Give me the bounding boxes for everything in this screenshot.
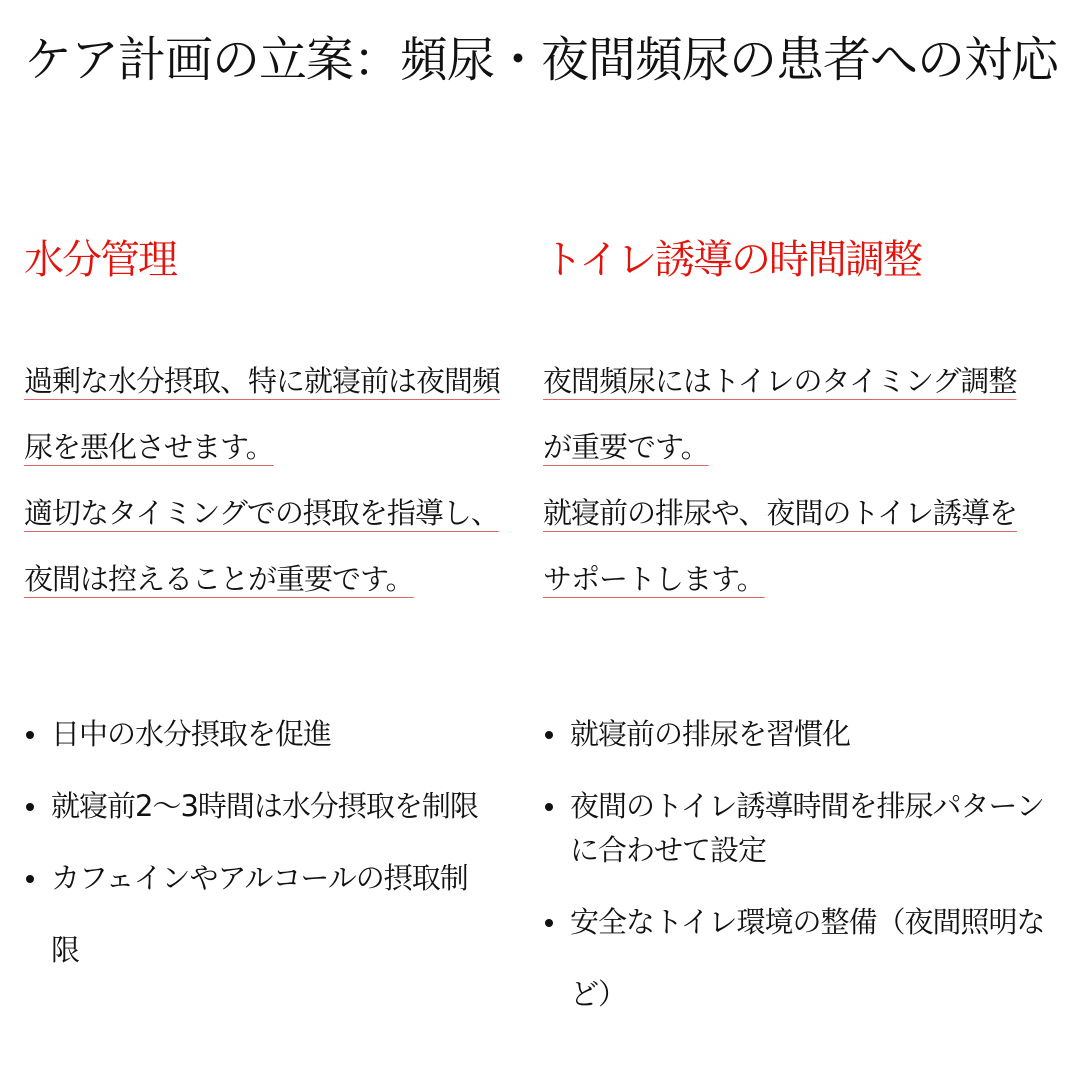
bullet-text: 就寝前の排尿を習慣化 bbox=[570, 717, 851, 751]
bullet-item bbox=[24, 842, 494, 986]
bullet-dot-icon bbox=[545, 803, 553, 811]
bullet-item bbox=[543, 886, 1048, 1030]
description-line: 過剰な水分摂取、特に就寝前は夜間頻 bbox=[24, 364, 501, 398]
description-line: 尿を悪化させます。 bbox=[24, 430, 274, 464]
description-line: 夜間は控えることが重要です。 bbox=[24, 562, 414, 596]
bullet-dot-icon bbox=[545, 919, 553, 927]
description-line: 就寝前の排尿や、夜間のトイレ誘導を bbox=[543, 496, 1017, 530]
bullet-text: カフェインやアルコールの摂取制限 bbox=[51, 861, 468, 967]
bullet-dot-icon bbox=[545, 731, 553, 739]
bullet-text: 安全なトイレ環境の整備（夜間照明など） bbox=[570, 905, 1045, 1011]
bullet-dot-icon bbox=[26, 875, 34, 883]
toilet-guidance-bullet-list bbox=[543, 698, 1048, 1030]
bullet-item bbox=[543, 770, 1048, 886]
bullet-dot-icon bbox=[26, 803, 34, 811]
bullet-item bbox=[24, 698, 494, 770]
description-line: 適切なタイミングでの摂取を指導し、 bbox=[24, 496, 499, 530]
toilet-guidance-description bbox=[543, 348, 1048, 612]
toilet-guidance-heading: トイレ誘導の時間調整 bbox=[543, 237, 921, 283]
toilet-guidance-section bbox=[543, 230, 1048, 1011]
bullet-item bbox=[543, 698, 1048, 770]
bullet-text: 夜間のトイレ誘導時間を排尿パターンに合わせて設定 bbox=[570, 789, 1044, 867]
bullet-text: 日中の水分摂取を促進 bbox=[51, 717, 332, 751]
water-management-description bbox=[24, 348, 501, 612]
bullet-dot-icon bbox=[26, 731, 34, 739]
description-line: が重要です。 bbox=[543, 430, 709, 464]
description-line: サポートします。 bbox=[543, 562, 765, 596]
bullet-item bbox=[24, 770, 494, 842]
slide-title: ケア計画の立案：頻尿・夜間頻尿の患者への対応 bbox=[24, 32, 1059, 88]
water-management-bullet-list bbox=[24, 698, 494, 986]
bullet-text: 就寝前2〜3時間は水分摂取を制限 bbox=[51, 789, 478, 823]
water-management-heading: 水分管理 bbox=[24, 237, 176, 283]
description-line: 夜間頻尿にはトイレのタイミング調整 bbox=[543, 364, 1017, 398]
water-management-section bbox=[24, 230, 501, 967]
